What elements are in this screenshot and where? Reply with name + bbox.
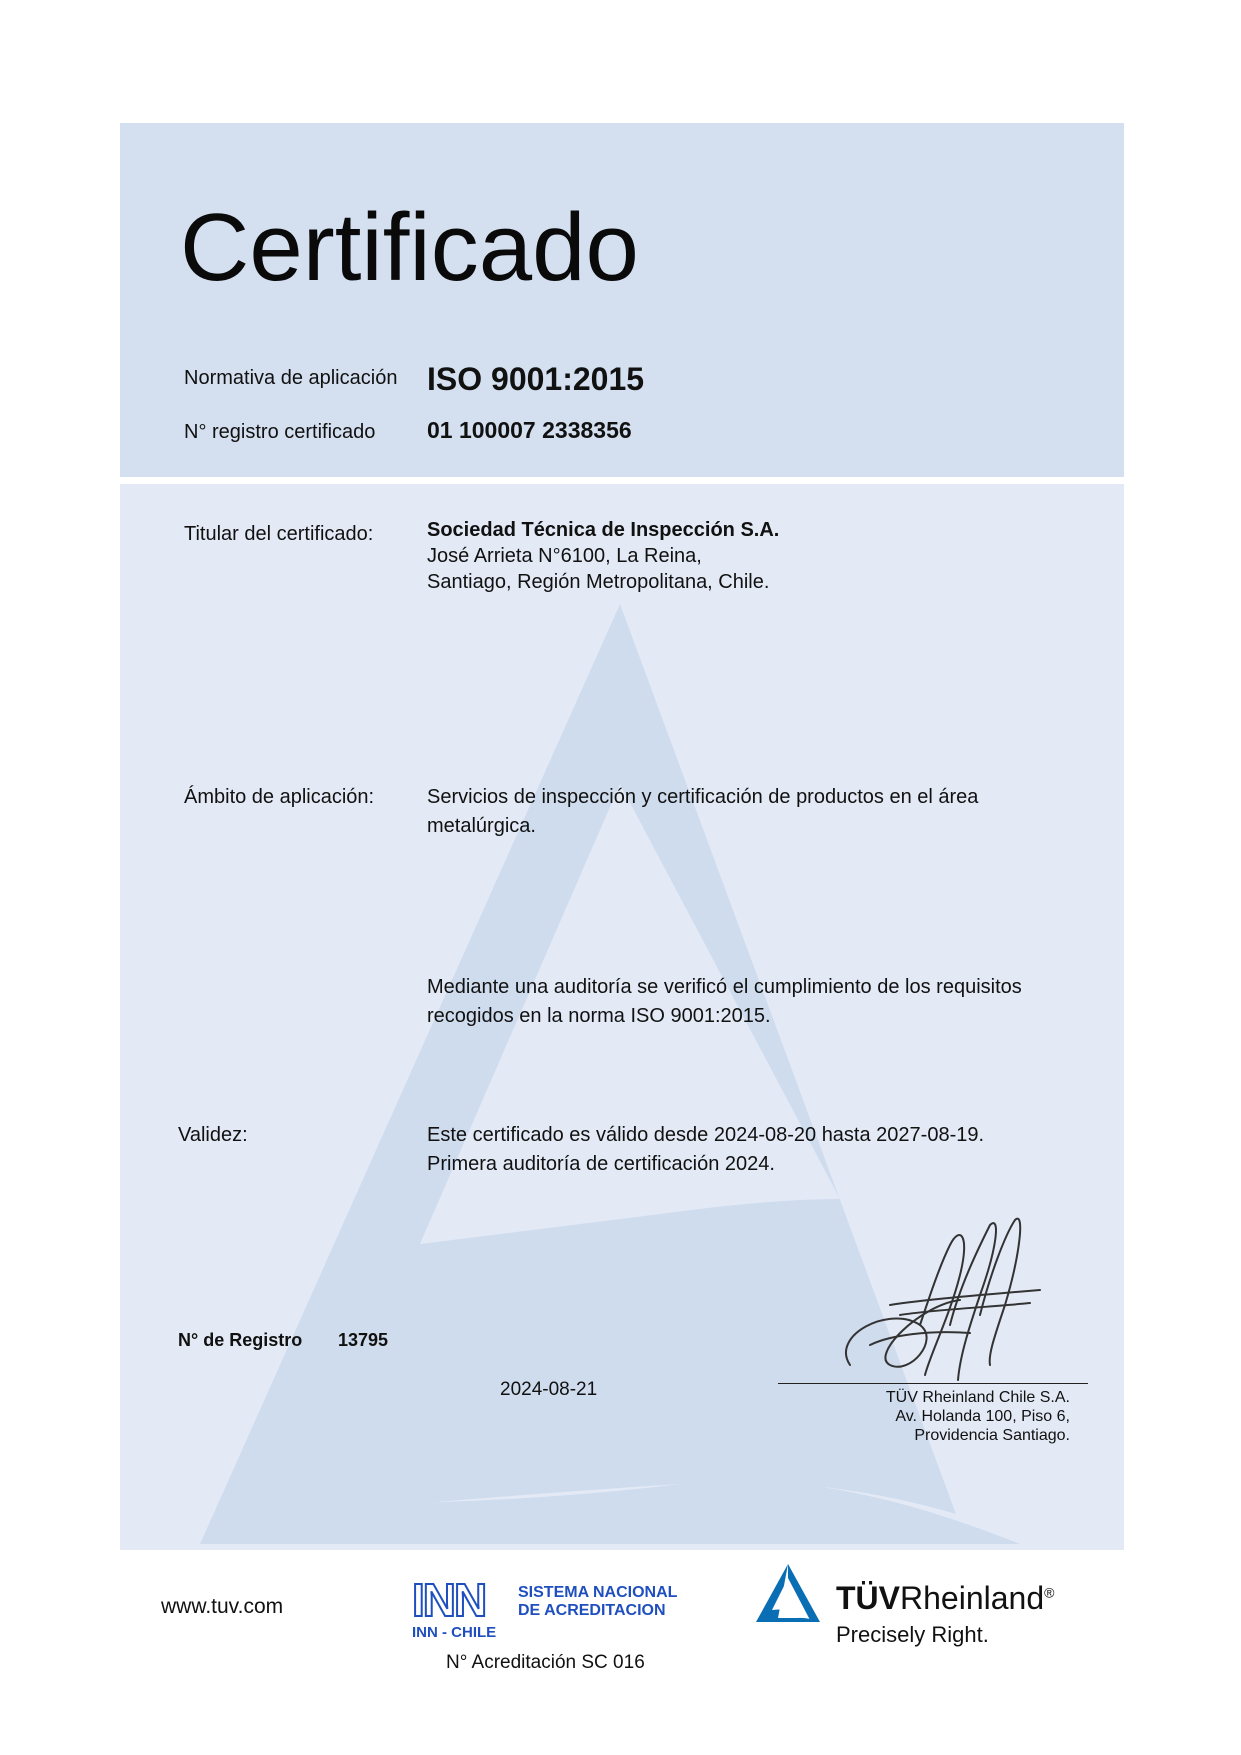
issuer-block [760, 1388, 1070, 1445]
registration-label: N° registro certificado [184, 421, 376, 443]
validity-line2: Primera auditoría de certificación 2024. [427, 1153, 775, 1175]
registered-mark: ® [1044, 1584, 1055, 1601]
inn-logo-icon [410, 1576, 510, 1622]
inn-line2: DE ACREDITACION [518, 1602, 666, 1619]
registration-value: 01 100007 2338356 [427, 417, 632, 443]
certificate-title: Certificado [180, 194, 639, 301]
inn-chile-text: INN - CHILE [412, 1624, 497, 1641]
audit-line2: recogidos en la norma ISO 9001:2015. [427, 1005, 771, 1027]
issuer-line1: TÜV Rheinland Chile S.A. [885, 1389, 1070, 1406]
holder-address-line1: José Arrieta N°6100, La Reina, [427, 545, 702, 567]
audit-line1: Mediante una auditoría se verificó el cumplimiento de los requisitos [427, 976, 1022, 998]
tuv-brand [836, 1580, 1054, 1617]
signature-line [778, 1383, 1088, 1384]
website-link[interactable]: www.tuv.com [161, 1595, 284, 1618]
tuv-triangle-icon [752, 1560, 824, 1628]
registry-label: N° de Registro [178, 1330, 303, 1350]
svg-text:INN: INN [412, 1576, 486, 1622]
inn-line1: SISTEMA NACIONAL [518, 1584, 678, 1601]
issuer-line2: Av. Holanda 100, Piso 6, [895, 1408, 1070, 1425]
scope-label: Ámbito de aplicación: [184, 786, 375, 808]
scope-line1: Servicios de inspección y certificación de productos en el área [427, 786, 979, 808]
issuer-line3: Providencia Santiago. [914, 1427, 1070, 1444]
inn-system-text [518, 1584, 677, 1620]
tuv-brand-regular: Rheinland [900, 1580, 1045, 1616]
standard-label: Normativa de aplicación [184, 367, 398, 389]
signature [830, 1215, 1050, 1385]
registry-value: 13795 [338, 1330, 389, 1350]
issue-date: 2024-08-21 [500, 1379, 598, 1400]
holder-label: Titular del certificado: [184, 523, 374, 545]
validity-label: Validez: [178, 1124, 248, 1146]
holder-name: Sociedad Técnica de Inspección S.A. [427, 519, 780, 541]
standard-value: ISO 9001:2015 [427, 361, 645, 397]
tuv-tagline: Precisely Right. [836, 1622, 989, 1647]
holder-address-line2: Santiago, Región Metropolitana, Chile. [427, 571, 770, 593]
tuv-brand-bold: TÜV [836, 1580, 900, 1616]
scope-line2: metalúrgica. [427, 815, 536, 837]
validity-line1: Este certificado es válido desde 2024-08-20 hasta 2027-08-19. [427, 1124, 985, 1146]
accreditation-number: N° Acreditación SC 016 [446, 1652, 645, 1673]
